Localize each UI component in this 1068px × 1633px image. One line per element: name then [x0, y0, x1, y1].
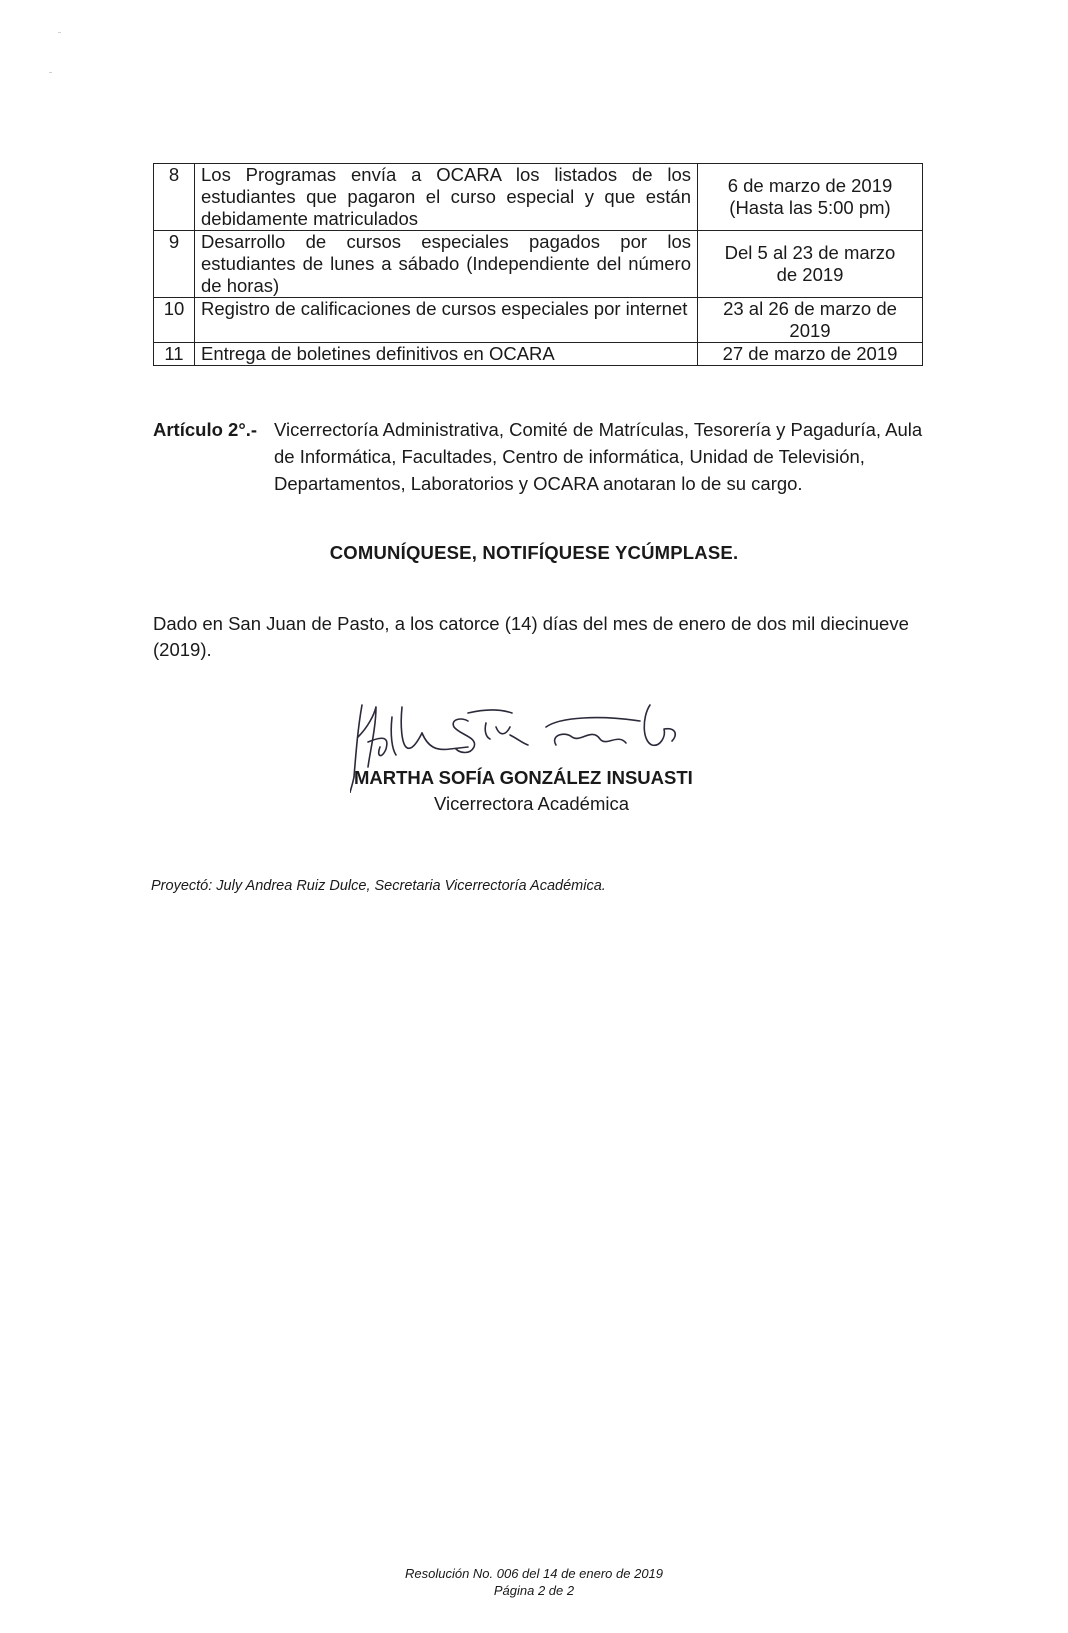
row-date-line: (Hasta las 5:00 pm)	[729, 197, 891, 218]
signer-name: MARTHA SOFÍA GONZÁLEZ INSUASTI	[354, 767, 693, 788]
row-date-line: Del 5 al 23 de marzo	[724, 242, 896, 263]
row-date-line: 27 de marzo de 2019	[722, 343, 898, 364]
row-date	[698, 231, 923, 298]
row-date	[698, 164, 923, 231]
table-row	[154, 343, 923, 366]
article-label: Artículo 2°.-	[153, 419, 258, 440]
issued-statement: Dado en San Juan de Pasto, a los catorce (14) días del mes de enero de dos mil diecinueve (2019).	[153, 613, 909, 660]
footer-page-number: Página 2 de 2	[493, 1583, 575, 1598]
row-date-line: de 2019	[776, 264, 844, 285]
page-footer	[0, 1565, 1068, 1599]
scan-speck	[58, 32, 61, 33]
row-number: 9	[154, 231, 195, 298]
signer-role: Vicerrectora Académica	[434, 793, 630, 814]
row-number: 10	[154, 298, 195, 343]
row-number: 11	[154, 343, 195, 366]
row-date	[698, 343, 923, 366]
row-number: 8	[154, 164, 195, 231]
footer-resolution: Resolución No. 006 del 14 de enero de 2019	[404, 1566, 664, 1581]
table-row	[154, 231, 923, 298]
projected-by-note: Proyectó: July Andrea Ruiz Dulce, Secretaria Vicerrectoría Académica.	[151, 878, 606, 894]
closing-statement: COMUNÍQUESE, NOTIFÍQUESE YCÚMPLASE.	[329, 542, 739, 563]
row-date	[698, 298, 923, 343]
row-description: Entrega de boletines definitivos en OCARA	[195, 343, 698, 366]
row-description: Registro de calificaciones de cursos especiales por internet	[195, 298, 698, 343]
row-date-line: 2019	[789, 320, 831, 341]
table-row	[154, 298, 923, 343]
article-2	[153, 416, 933, 497]
schedule-table	[153, 163, 923, 366]
row-date-line: 6 de marzo de 2019	[727, 175, 893, 196]
table-row	[154, 164, 923, 231]
row-date-line: 23 al 26 de marzo de	[723, 298, 897, 319]
row-description: Los Programas envía a OCARA los listados de los estudiantes que pagaron el curso especial y que están debidamente matriculados	[195, 164, 698, 231]
row-description: Desarrollo de cursos especiales pagados por los estudiantes de lunes a sábado (Independiente del número de horas)	[195, 231, 698, 298]
article-text: Vicerrectoría Administrativa, Comité de Matrículas, Tesorería y Pagaduría, Aula de Informática, Facultades, Centro de informática, Unidad de Televisión, Departamentos, Laboratorios y OCARA anotaran lo de su cargo.	[274, 419, 923, 494]
scan-speck	[49, 72, 52, 73]
